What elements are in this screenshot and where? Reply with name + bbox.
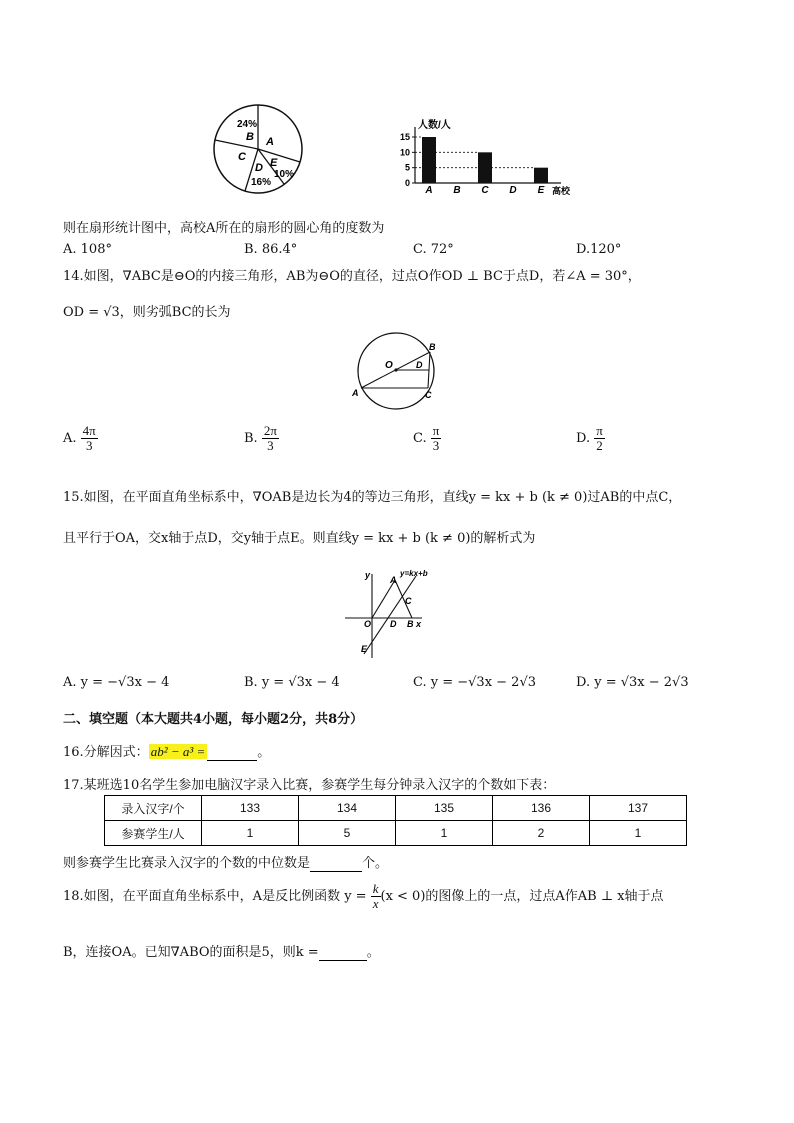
coord-label-x: x	[416, 619, 422, 629]
q17-after-unit: 个。	[362, 856, 389, 871]
q14-option-d-letter: D.	[576, 431, 591, 446]
q16-prefix: 16.分解因式：	[63, 745, 149, 760]
bar-y-tick-label: 5	[404, 162, 410, 173]
q16-suffix: 。	[257, 745, 271, 760]
table-cell: 1	[396, 821, 493, 846]
coord-label-c: C	[405, 596, 412, 606]
q14-option-a-letter: A.	[63, 431, 77, 446]
q17-table	[104, 795, 687, 846]
q17-after-text: 则参赛学生比赛录入汉字的个数的中位数是	[63, 856, 311, 871]
q14-option-b-frac	[262, 424, 279, 453]
q17-after	[63, 852, 388, 872]
q14-option-b-letter: B.	[244, 431, 258, 446]
q16	[63, 741, 270, 761]
pie-pct-e: 10%	[274, 169, 295, 180]
frac-num: 4π	[82, 423, 96, 438]
pie-pct-d: 16%	[251, 177, 272, 188]
bar-category-label: B	[453, 185, 461, 196]
table-cell: 136	[493, 796, 590, 821]
table-cell: 5	[299, 821, 396, 846]
circle-label-a: A	[352, 388, 359, 398]
q13-option-b: B. 86.4°	[244, 242, 298, 257]
circle-label-c: C	[425, 390, 432, 400]
q18-line1	[63, 882, 664, 911]
coordinate-figure	[340, 566, 455, 661]
circle-label-o: O	[385, 360, 393, 371]
q18-line2b: 。	[366, 945, 380, 960]
q13-option-a: A. 108°	[63, 242, 112, 257]
q18-line2	[63, 941, 380, 961]
coord-label-a: A	[390, 575, 397, 585]
table-cell: 2	[493, 821, 590, 846]
frac-num: k	[372, 881, 379, 896]
table-cell: 1	[590, 821, 687, 846]
bar-category-label: D	[509, 185, 517, 196]
q16-expression: ab² − a³ =	[150, 744, 206, 759]
q14-option-a-frac	[81, 424, 98, 453]
bar-y-tick-label: 10	[399, 147, 410, 158]
bar-y-tick-label: 0	[404, 178, 410, 188]
bar-ylabel: 人数/人	[418, 120, 451, 131]
q14-line1: 14.如图，∇ABC是⊖O的内接三角形，AB为⊖O的直径，过点O作OD ⊥ BC于点D，若∠A = 30°，	[63, 269, 641, 284]
pie-label-b: B	[246, 131, 254, 143]
frac-den: 3	[432, 438, 440, 453]
bar-chart-figure	[395, 115, 580, 200]
frac-den: 3	[85, 438, 93, 453]
pie-label-d: D	[255, 162, 263, 174]
q18-line1a: 18.如图，在平面直角坐标系中，A是反比例函数 y =	[63, 889, 367, 904]
pie-label-a: A	[266, 136, 274, 148]
q15-option-d: D. y = √3x − 2√3	[576, 675, 689, 690]
q15-line2: 且平行于OA，交x轴于点D，交y轴于点E。则直线y = kx + b (k ≠ 0)的解析式为	[63, 531, 536, 546]
frac-den: 3	[267, 438, 274, 453]
frac-den: x	[372, 896, 379, 911]
bar-category-label: C	[481, 185, 489, 196]
table-cell: 135	[396, 796, 493, 821]
q17-answer-blank[interactable]	[310, 856, 362, 872]
q14-option-a	[63, 424, 98, 453]
section-2-heading: 二、填空题（本大题共4小题，每小题2分，共8分）	[63, 712, 364, 727]
table-cell: 1	[202, 821, 299, 846]
q14-option-c-letter: C.	[413, 431, 427, 446]
frac-num: π	[432, 423, 440, 438]
bar-y-tick-label: 15	[399, 132, 410, 142]
bar-category-label: A	[425, 185, 433, 196]
coord-label-b: B	[407, 619, 414, 629]
circle-label-d: D	[416, 360, 423, 370]
q17-intro: 17.某班选10名学生参加电脑汉字录入比赛，参赛学生每分钟录入汉字的个数如下表：	[63, 778, 556, 793]
pie-label-c: C	[238, 151, 246, 163]
coord-label-y: y	[365, 570, 371, 580]
q14-option-c-frac	[431, 424, 442, 453]
pie-chart-figure	[210, 98, 310, 200]
pie-label-e: E	[270, 157, 278, 169]
table-row	[105, 796, 687, 821]
coord-label-e: E	[361, 644, 368, 654]
coord-label-d: D	[390, 619, 397, 629]
frac-num: 2π	[263, 423, 277, 438]
pie-pct-b: 24%	[237, 119, 258, 130]
circle-label-b: B	[429, 342, 436, 352]
bar-xlabel: 高校	[552, 186, 571, 196]
q15-option-a: A. y = −√3x − 4	[63, 675, 170, 690]
q15-option-b: B. y = √3x − 4	[244, 675, 340, 690]
coord-label-line: y=kx+b	[400, 569, 428, 578]
table-cell: 133	[202, 796, 299, 821]
q15-option-c: C. y = −√3x − 2√3	[413, 675, 537, 690]
q14-option-d	[576, 424, 605, 453]
frac-num: π	[596, 423, 603, 438]
q18-line2a: B，连接OA。已知∇ABO的面积是5，则k =	[63, 945, 319, 960]
coord-label-o: O	[364, 619, 372, 629]
q14-option-d-frac	[594, 424, 605, 453]
q18-fraction	[371, 882, 381, 911]
q14-option-c	[413, 424, 441, 453]
q18-line1b: (x < 0)的图像上的一点，过点A作AB ⊥ x轴于点	[380, 889, 664, 904]
bar-E	[534, 168, 548, 183]
bar-A	[422, 137, 436, 183]
q14-line2: OD = √3，则劣弧BC的长为	[63, 305, 231, 320]
table-cell: 参赛学生/人	[105, 821, 202, 846]
bar-category-label: E	[537, 185, 545, 196]
table-row	[105, 821, 687, 846]
q13-stem: 则在扇形统计图中，高校A所在的扇形的圆心角的度数为	[63, 221, 385, 236]
q15-line1: 15.如图，在平面直角坐标系中，∇OAB是边长为4的等边三角形，直线y = kx + b (k ≠ 0)过AB的中点C，	[63, 490, 682, 505]
table-cell: 134	[299, 796, 396, 821]
table-cell: 137	[590, 796, 687, 821]
frac-den: 2	[596, 438, 603, 453]
q13-option-c: C. 72°	[413, 242, 454, 257]
q18-answer-blank[interactable]	[319, 945, 367, 961]
circle-figure	[350, 330, 445, 414]
q16-answer-blank[interactable]	[207, 745, 257, 761]
table-cell: 录入汉字/个	[105, 796, 202, 821]
q14-option-b	[244, 424, 279, 453]
q13-option-d: D.120°	[576, 242, 622, 257]
